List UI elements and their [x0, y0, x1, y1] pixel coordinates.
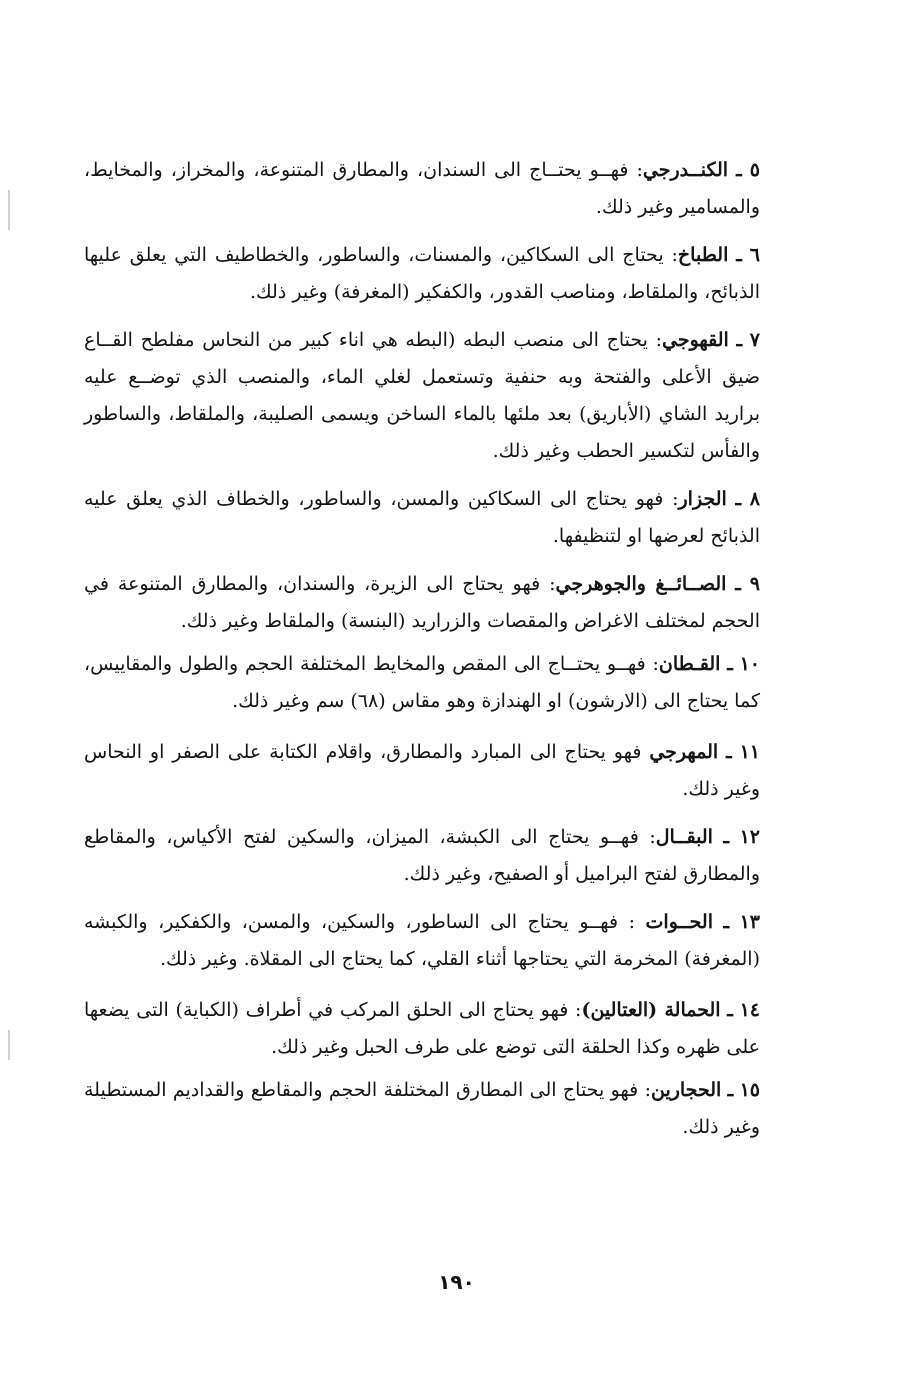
- entry-number: ٦: [749, 244, 760, 266]
- entry-number: ١٣: [739, 911, 760, 933]
- entry-paragraph: [84, 734, 760, 808]
- entry-number: ١٥: [739, 1079, 760, 1101]
- entry-title: الطباخ: [677, 244, 729, 266]
- entry-dash: ـ: [735, 573, 741, 595]
- entry-body: فهو يحتاج الى السكاكين والمسن، والساطور، والخطاف الذي يعلق عليه الذبائح لعرضها او لتنظيفها.: [84, 488, 760, 547]
- entry-body: فهــو يحتــاج الى المقص والمخايط المختلفة الحجم والطول والمقاييس، كما يحتاج الى (الارشون) او الهندازة وهو مقاس (٦٨) سم وغير ذلك.: [84, 653, 760, 712]
- entry-title: الكنــدرجي: [642, 159, 729, 181]
- entry-title: الحــوات: [645, 911, 713, 933]
- entry-number: ١٢: [739, 826, 761, 848]
- entry-colon: :: [672, 488, 679, 510]
- entry-dash: ـ: [727, 653, 733, 675]
- entry-colon: :: [649, 826, 656, 848]
- entry-paragraph: [84, 819, 760, 893]
- entry-paragraph: [84, 322, 760, 470]
- entry-title: القهوجي: [662, 329, 729, 351]
- entry-dash: ـ: [726, 741, 732, 763]
- entry-number: ٧: [749, 329, 760, 351]
- entry-dash: ـ: [735, 488, 742, 510]
- entry-colon: :: [549, 573, 556, 595]
- entry-title: الجزار: [678, 488, 727, 510]
- entry-colon: :: [671, 244, 678, 266]
- entry-number: ١١: [739, 741, 760, 763]
- page-body: [84, 152, 760, 1146]
- entry-body: فهــو يحتــاج الى السندان، والمطارق المتنوعة، والمخراز، والمخايط، والمسامير وغير ذلك.: [84, 159, 760, 218]
- entry-number: ٨: [749, 488, 760, 510]
- entry-dash: ـ: [736, 159, 742, 181]
- entry-paragraph: [84, 237, 760, 311]
- entry-title: البقــال: [655, 826, 713, 848]
- entry-body: فهو يحتاج الى الحلق المركب في أطراف (الكباية) التى يضعها على ظهره وكذا الحلقة التى توضع على طرف الحبل وغير ذلك.: [84, 999, 760, 1058]
- entry-paragraph: [84, 152, 760, 226]
- entry-dash: ـ: [723, 911, 730, 933]
- entry-title: القـطان: [658, 653, 721, 675]
- entry-title: الحجارين: [650, 1079, 722, 1101]
- entry-body: يحتاج الى السكاكين، والمسنات، والساطور، والخطاطيف التي يعلق عليها الذبائح، والملقاط، ومناصب القدور، والكفكير (المغرفة) وغير ذلك.: [84, 244, 760, 303]
- entry-body: فهــو يحتاج الى الكبشة، الميزان، والسكين لفتح الأكياس، والمقاطع والمطارق لفتح البراميل أو الصفيح، وغير ذلك.: [84, 826, 760, 885]
- entry-paragraph: [84, 481, 760, 555]
- entry-paragraph: [84, 646, 760, 720]
- entry-body: فهو يحتاج الى الزيرة، والسندان، والمطارق المتنوعة في الحجم لمختلف الاغراض والمقصات والزراريد (البنسة) والملقاط وغير ذلك.: [84, 573, 760, 632]
- page-number: ١٩٠: [438, 1270, 475, 1294]
- entry-body: فهو يحتاج الى المبارد والمطارق، واقلام الكتابة على الصفر او النحاس وغير ذلك.: [84, 741, 760, 800]
- entry-paragraph: [84, 566, 760, 640]
- entry-number: ٥: [749, 159, 761, 181]
- entry-number: ٩: [749, 573, 760, 595]
- entry-colon: :: [575, 999, 582, 1021]
- entry-body: فهو يحتاج الى المطارق المختلفة الحجم والمقاطع والقداديم المستطيلة وغير ذلك.: [84, 1079, 760, 1138]
- entry-dash: ـ: [727, 1079, 734, 1101]
- entry-title: المهرجي: [649, 741, 719, 763]
- scan-edge-mark: [8, 190, 10, 230]
- entry-colon: :: [655, 329, 662, 351]
- entry-body: فهــو يحتاج الى الساطور، والسكين، والمسن، والكفكير، والكبشه (المغرفة) المخرمة التي يحتاجها أثناء القلي، كما يحتاج الى المقلاة. وغير ذلك.: [84, 911, 760, 970]
- entry-number: ١٠: [739, 653, 761, 675]
- entry-colon: :: [644, 1079, 651, 1101]
- entry-title: الحمالة (العتالين): [581, 999, 721, 1021]
- entry-title: الصــائــغ والجوهرجي: [555, 573, 727, 595]
- entry-colon: :: [652, 653, 659, 675]
- entry-colon: :: [628, 911, 636, 933]
- entry-body: يحتاج الى منصب البطه (البطه هي اناء كبير من النحاس مفلطح القــاع ضيق الأعلى والفتحة وبه حنفية وتستعمل لغلي الماء، والمنصب الذي توضــع عليه براريد الشاي (الأباريق) بعد ملئها بالماء الساخن ويسمى الصليبة، والملقاط، والساطور والفأس لتكسير الحطب وغير ذلك.: [84, 329, 760, 462]
- entry-colon: :: [636, 159, 643, 181]
- entry-dash: ـ: [723, 826, 730, 848]
- entry-dash: ـ: [727, 999, 733, 1021]
- scan-edge-mark: [8, 1030, 10, 1060]
- entry-paragraph: [84, 904, 760, 978]
- entry-paragraph: [84, 1072, 760, 1146]
- entry-number: ١٤: [739, 999, 760, 1021]
- entry-dash: ـ: [736, 329, 743, 351]
- entry-dash: ـ: [736, 244, 742, 266]
- entry-paragraph: [84, 992, 760, 1066]
